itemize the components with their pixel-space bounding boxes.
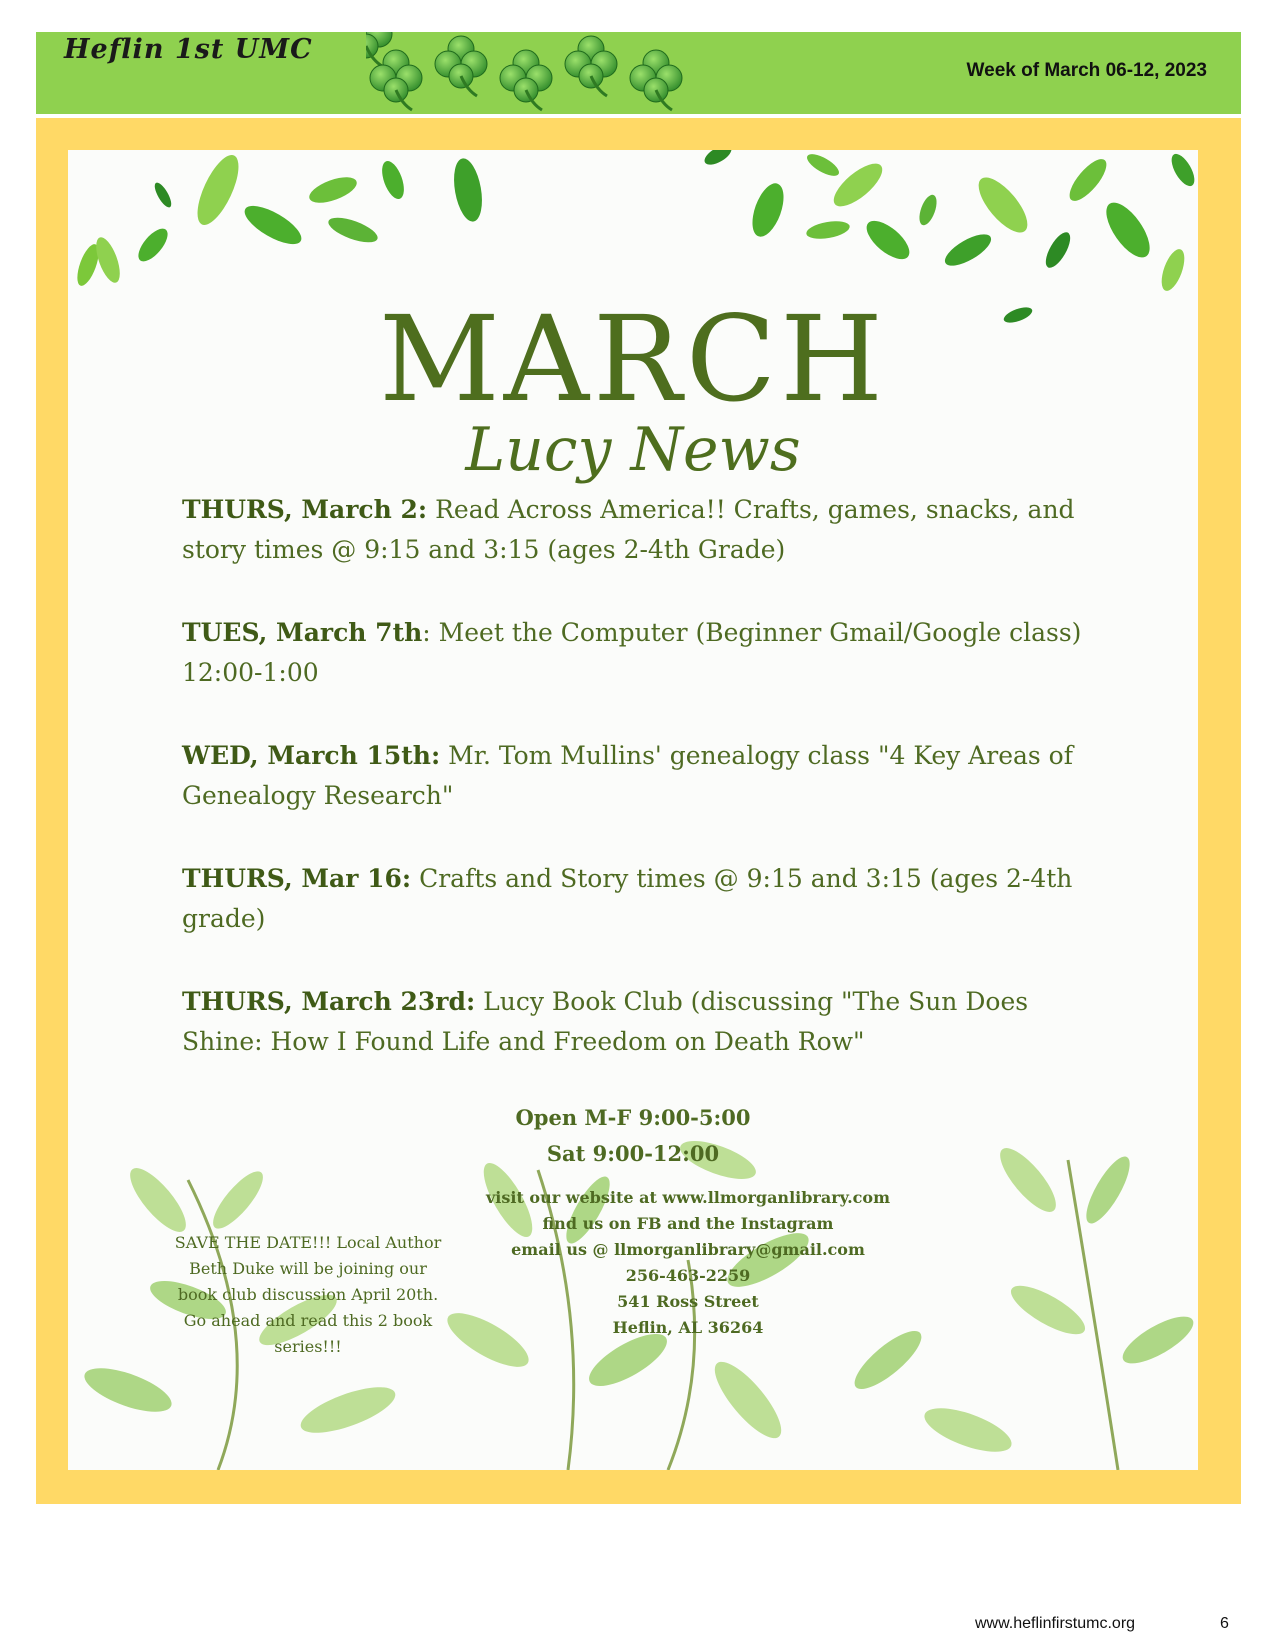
- hours-saturday: Sat 9:00-12:00: [546, 1141, 720, 1166]
- header-bar: [36, 32, 1241, 114]
- event-description: Mr. Tom Mullins' genealogy class "4 Key Areas of Genealogy Research": [182, 741, 1073, 810]
- event-item: [182, 490, 1082, 570]
- address-line: 541 Ross Street: [617, 1292, 759, 1311]
- event-item: [182, 613, 1082, 693]
- contact-info: [468, 1185, 908, 1341]
- social-line: find us on FB and the Instagram: [542, 1214, 834, 1233]
- events-list: [182, 490, 1082, 1105]
- event-description: : Meet the Computer (Beginner Gmail/Google class) 12:00-1:00: [182, 618, 1082, 687]
- event-description: Crafts and Story times @ 9:15 and 3:15 (ages 2-4th grade): [182, 864, 1073, 933]
- shamrock-icons: [366, 32, 726, 114]
- page-number: 6: [1220, 1615, 1229, 1632]
- poster-title: MARCH: [378, 290, 888, 428]
- phone-line: 256-463-2259: [625, 1266, 751, 1285]
- website-line: visit our website at www.llmorganlibrary.com: [485, 1188, 891, 1207]
- event-date: THURS, March 23rd:: [182, 987, 476, 1016]
- event-date: THURS, March 2:: [182, 495, 428, 524]
- lucy-news-poster: [68, 150, 1198, 1470]
- event-date: THURS, Mar 16:: [182, 864, 412, 893]
- event-date: TUES, March 7th: [182, 618, 423, 647]
- footer-website: www.heflinfirstumc.org: [975, 1615, 1136, 1632]
- email-line: email us @ llmorganlibrary@gmail.com: [511, 1240, 865, 1259]
- event-item: [182, 982, 1082, 1062]
- event-item: [182, 859, 1082, 939]
- event-item: [182, 736, 1082, 816]
- hours-weekday: Open M-F 9:00-5:00: [515, 1105, 751, 1130]
- event-date: WED, March 15th:: [182, 741, 441, 770]
- poster-subtitle: Lucy News: [465, 415, 801, 485]
- event-description: Lucy Book Club (discussing "The Sun Does Shine: How I Found Life and Freedom on Death Row": [182, 987, 1029, 1056]
- save-the-date-note: SAVE THE DATE!!! Local Author Beth Duke will be joining our book club discussion April 20th. Go ahead and read this 2 book series!!!: [174, 1233, 442, 1356]
- week-label: Week of March 06-12, 2023: [966, 60, 1207, 81]
- city-line: Heflin, AL 36264: [612, 1318, 764, 1337]
- opening-hours: [68, 1100, 1198, 1172]
- event-description: Read Across America!! Crafts, games, snacks, and story times @ 9:15 and 3:15 (ages 2-4th Grade): [182, 495, 1075, 564]
- org-name: Heflin 1st UMC: [64, 34, 313, 65]
